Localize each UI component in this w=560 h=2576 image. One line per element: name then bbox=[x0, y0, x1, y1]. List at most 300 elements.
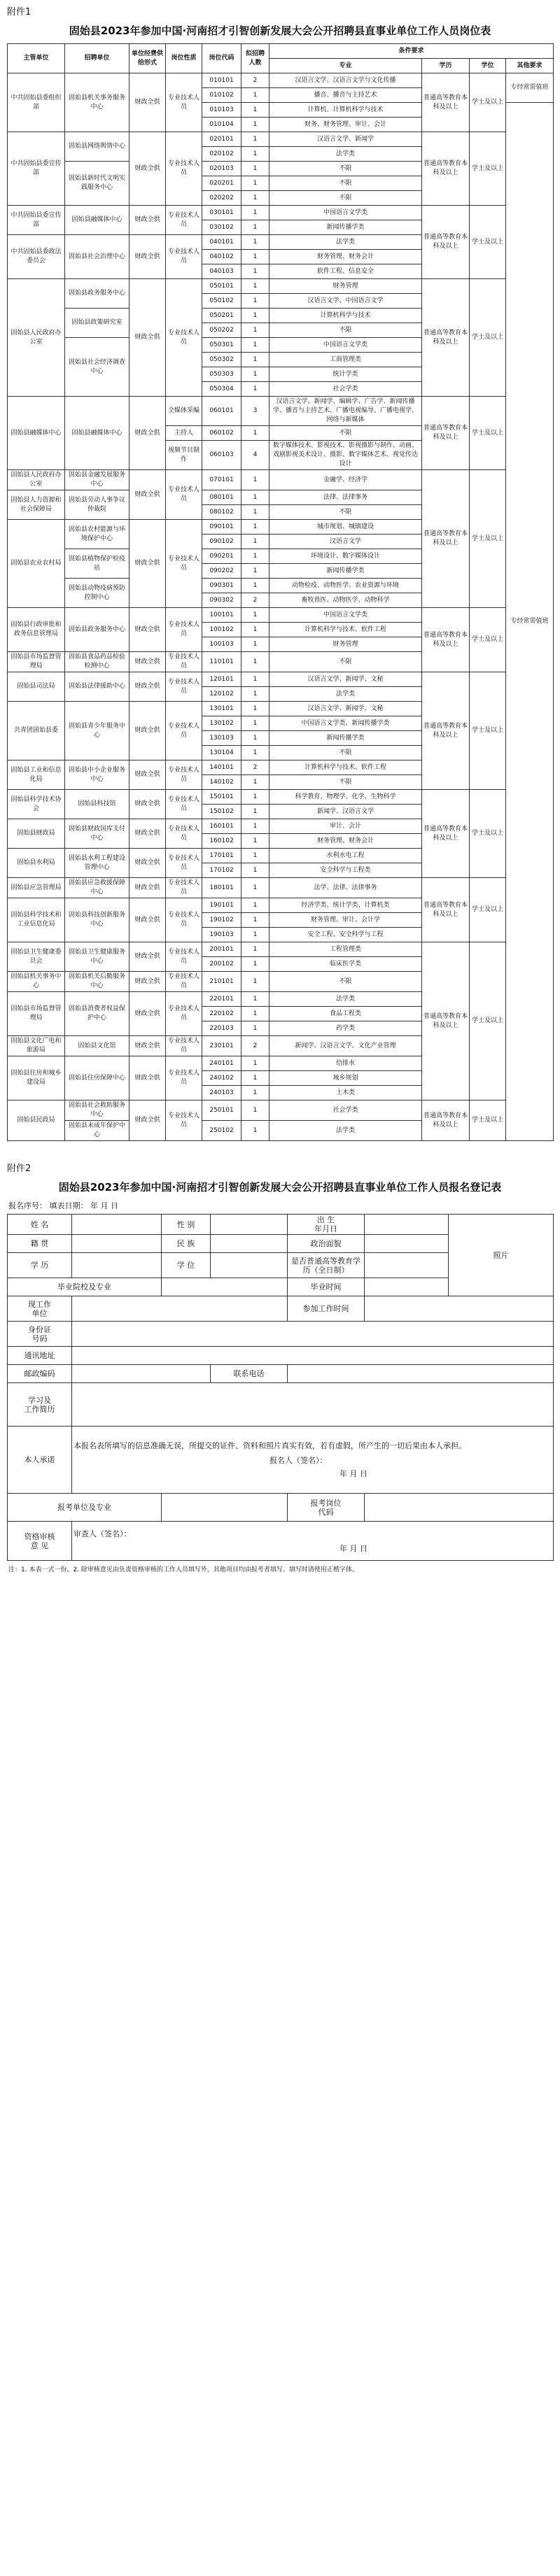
cell-code: 080102 bbox=[202, 505, 241, 520]
cell-major: 社会学类 bbox=[270, 1101, 422, 1121]
cell-code: 040102 bbox=[202, 250, 241, 264]
cell-count: 1 bbox=[241, 790, 270, 805]
registration-form bbox=[7, 1214, 554, 1561]
cell-count: 2 bbox=[241, 1036, 270, 1056]
cell-code: 090302 bbox=[202, 593, 241, 608]
cell-funding: 财政全供 bbox=[130, 73, 166, 132]
cell-dept: 中共固始县委政法委员会 bbox=[8, 235, 65, 279]
cell-code: 120102 bbox=[202, 687, 241, 702]
fulltime-field[interactable] bbox=[365, 1253, 449, 1278]
cell-count: 1 bbox=[241, 972, 270, 992]
cell-code: 020101 bbox=[202, 132, 241, 147]
cell-unit: 固始县劳动人事争议仲裁院 bbox=[65, 490, 130, 520]
cell-edu: 普通高等教育本科及以上 bbox=[422, 672, 470, 790]
cell-dept: 固始县农业农村局 bbox=[8, 520, 65, 608]
form-notes: 注：1. 本表一式一份。2. 除审核意见由负责资格审核的工作人员填写外，其他项目均由报考者填写。填写时请使用正楷字体。 bbox=[8, 1566, 358, 1573]
cell-unit: 固始县融媒体中心 bbox=[65, 397, 130, 470]
resume-field[interactable] bbox=[72, 1383, 554, 1427]
cell-unit: 固始县住房保障中心 bbox=[65, 1056, 130, 1101]
cell-code: 130104 bbox=[202, 746, 241, 760]
header-funding: 单位经费供给形式 bbox=[130, 44, 166, 73]
cell-count: 1 bbox=[241, 505, 270, 520]
cell-major: 法律、法律事务 bbox=[270, 490, 422, 505]
label-position-code: 报考岗位 代码 bbox=[288, 1494, 365, 1522]
cell-code: 160101 bbox=[202, 819, 241, 834]
cell-nature: 专业技术人员 bbox=[166, 849, 202, 878]
cell-count: 1 bbox=[241, 191, 270, 206]
cell-code: 220103 bbox=[202, 1021, 241, 1036]
cell-count: 1 bbox=[241, 220, 270, 235]
cell-major: 汉语言文学、新闻学、文秘 bbox=[270, 672, 422, 687]
cell-major: 环境设计、数字媒体设计 bbox=[270, 549, 422, 564]
cell-count: 1 bbox=[241, 520, 270, 535]
label-resume: 学习及 工作简历 bbox=[8, 1383, 72, 1427]
cell-code: 200102 bbox=[202, 957, 241, 972]
cell-nature: 专业技术人员 bbox=[166, 702, 202, 760]
cell-dept: 固始县机关事务中心 bbox=[8, 972, 65, 992]
cell-major: 不限 bbox=[270, 652, 422, 672]
cell-count: 1 bbox=[241, 579, 270, 593]
cell-code: 050202 bbox=[202, 323, 241, 338]
cell-count: 1 bbox=[241, 652, 270, 672]
work-time-field[interactable] bbox=[365, 1296, 554, 1322]
cell-code: 060103 bbox=[202, 441, 241, 470]
cell-dept: 固始县融媒体中心 bbox=[8, 397, 65, 470]
cell-major: 汉语言文学、汉语言文学与文化传播 bbox=[270, 73, 422, 88]
cell-code: 200101 bbox=[202, 942, 241, 957]
cell-major: 软件工程、信息安全 bbox=[270, 264, 422, 279]
cell-funding: 财政全供 bbox=[130, 132, 166, 206]
cell-code: 050301 bbox=[202, 338, 241, 353]
cell-count: 1 bbox=[241, 878, 270, 898]
header-code: 岗位代码 bbox=[202, 44, 241, 73]
cell-funding: 财政全供 bbox=[130, 849, 166, 878]
cell-major: 动物检疫、动物医学、农业资源与环境 bbox=[270, 579, 422, 593]
cell-nature: 专业技术人员 bbox=[166, 132, 202, 206]
position-code-field[interactable] bbox=[365, 1494, 554, 1522]
cell-edu: 普通高等教育本科及以上 bbox=[422, 1101, 470, 1141]
cell-major: 汉语言文学、新闻学、文秘 bbox=[270, 702, 422, 716]
cell-nature: 专业技术人员 bbox=[166, 898, 202, 942]
cell-count: 1 bbox=[241, 1086, 270, 1101]
work-unit-field[interactable] bbox=[72, 1296, 288, 1322]
cell-nature: 专业技术人员 bbox=[166, 942, 202, 972]
cell-major: 土木类 bbox=[270, 1086, 422, 1101]
cell-code: 130101 bbox=[202, 702, 241, 716]
cell-degree: 学士及以上 bbox=[470, 1101, 506, 1141]
cell-major: 畜牧兽医、动物医学、动物科学 bbox=[270, 593, 422, 608]
cell-other: 专经常需值班 bbox=[506, 103, 554, 1141]
cell-nature: 专业技术人员 bbox=[166, 608, 202, 652]
cell-nature: 专业技术人员 bbox=[166, 760, 202, 790]
cell-count: 1 bbox=[241, 716, 270, 731]
cell-dept: 固始县市场监督管理局 bbox=[8, 992, 65, 1036]
cell-unit: 固始县政务服务中心 bbox=[65, 608, 130, 652]
name-field[interactable] bbox=[72, 1215, 162, 1235]
cell-code: 050101 bbox=[202, 279, 241, 294]
cell-major: 法学类 bbox=[270, 687, 422, 702]
birth-field[interactable] bbox=[365, 1215, 449, 1235]
cell-count: 1 bbox=[241, 775, 270, 790]
cell-unit: 固始县金融发展服务中心 bbox=[65, 470, 130, 490]
cell-major: 汉语言文学 bbox=[270, 535, 422, 549]
label-promise: 本人承诺 bbox=[8, 1427, 72, 1494]
cell-count: 1 bbox=[241, 702, 270, 716]
cell-major: 中国语言文学类 bbox=[270, 608, 422, 623]
cell-code: 190101 bbox=[202, 898, 241, 913]
cell-funding: 财政全供 bbox=[130, 790, 166, 819]
cell-count: 1 bbox=[241, 746, 270, 760]
label-address: 通讯地址 bbox=[8, 1347, 72, 1365]
promise-cell bbox=[72, 1427, 554, 1494]
cell-major: 给排水 bbox=[270, 1056, 422, 1071]
cell-unit: 固始县青少年服务中心 bbox=[65, 702, 130, 760]
cell-count: 1 bbox=[241, 1101, 270, 1121]
cell-major: 法学类 bbox=[270, 1121, 422, 1141]
cell-major: 不限 bbox=[270, 426, 422, 441]
label-gender: 性 别 bbox=[162, 1215, 211, 1235]
cell-edu: 普通高等教育本科及以上 bbox=[422, 470, 470, 608]
cell-count: 1 bbox=[241, 863, 270, 878]
cell-major: 新闻学、汉语言文学、文化产业管理 bbox=[270, 1036, 422, 1056]
cell-major: 工商管理类 bbox=[270, 353, 422, 367]
cell-major: 新闻传播学类 bbox=[270, 564, 422, 579]
cell-code: 050302 bbox=[202, 353, 241, 367]
cell-dept: 固始县文化广电和旅游局 bbox=[8, 1036, 65, 1056]
label-work-unit: 现工作 单位 bbox=[8, 1296, 72, 1322]
cell-major: 不限 bbox=[270, 191, 422, 206]
cell-unit: 固始县科技创新服务中心 bbox=[65, 898, 130, 942]
cell-unit: 固始县未成年保护中心 bbox=[65, 1121, 130, 1141]
attachment-label: 附件1 bbox=[7, 7, 31, 17]
cell-major: 汉语言文学、中国语言文学 bbox=[270, 294, 422, 309]
cell-code: 010103 bbox=[202, 103, 241, 118]
cell-dept: 中共固始县委宣传部 bbox=[8, 132, 65, 206]
cell-major: 法学、法律、法律事务 bbox=[270, 878, 422, 898]
education-field[interactable] bbox=[72, 1253, 162, 1278]
cell-nature: 专业技术人员 bbox=[166, 520, 202, 608]
attachment2-label: 附件2 bbox=[7, 1163, 31, 1174]
cell-major: 不限 bbox=[270, 323, 422, 338]
cell-unit: 固始县法律援助中心 bbox=[65, 672, 130, 702]
cell-degree: 学士及以上 bbox=[470, 470, 506, 608]
cell-dept: 固始县行政审批和政务信息管理局 bbox=[8, 608, 65, 652]
cell-major: 汉语言文学、新闻学 bbox=[270, 132, 422, 147]
cell-count: 1 bbox=[241, 103, 270, 118]
cell-count: 1 bbox=[241, 382, 270, 397]
cell-count: 1 bbox=[241, 132, 270, 147]
cell-count: 1 bbox=[241, 805, 270, 819]
position-table-body bbox=[8, 73, 554, 1141]
label-school-major: 毕业院校及专业 bbox=[8, 1278, 162, 1296]
promise-text: 本报名表所填写的信息准确无误，所提交的证件、资料和照片真实有效，若有虚假，所产生的一切后果由本人承担。 bbox=[74, 1441, 466, 1450]
cell-degree: 学士及以上 bbox=[470, 73, 506, 132]
cell-major: 数字媒体技术、影视技术、影视摄影与制作、动画、戏剧影视美术设计、摄影、数字媒体艺术、视觉传达设计 bbox=[270, 441, 422, 470]
cell-dept: 固始县财政局 bbox=[8, 819, 65, 849]
cell-count: 1 bbox=[241, 535, 270, 549]
cell-dept: 固始县人民政府办公室 bbox=[8, 279, 65, 397]
cell-edu: 普通高等教育本科及以上 bbox=[422, 132, 470, 206]
cell-code: 090202 bbox=[202, 564, 241, 579]
cell-edu: 普通高等教育本科及以上 bbox=[422, 790, 470, 878]
table-row bbox=[8, 608, 554, 623]
cell-major: 计算机科学与技术 bbox=[270, 309, 422, 323]
cell-count: 1 bbox=[241, 88, 270, 103]
cell-degree: 学士及以上 bbox=[470, 942, 506, 1101]
cell-nature: 专业技术人员 bbox=[166, 1036, 202, 1056]
cell-count: 1 bbox=[241, 367, 270, 382]
cell-major: 新闻传播学类 bbox=[270, 731, 422, 746]
cell-major: 计算机科学与技术、软件工程 bbox=[270, 760, 422, 775]
cell-count: 1 bbox=[241, 672, 270, 687]
cell-dept: 固始县工业和信息化局 bbox=[8, 760, 65, 790]
cell-code: 060101 bbox=[202, 397, 241, 426]
cell-count: 1 bbox=[241, 731, 270, 746]
cell-count: 1 bbox=[241, 426, 270, 441]
label-phone: 联系电话 bbox=[211, 1365, 288, 1383]
cell-count: 1 bbox=[241, 928, 270, 942]
cell-unit: 固始县卫生健康服务中心 bbox=[65, 942, 130, 972]
cell-major: 中国语言文学类 bbox=[270, 338, 422, 353]
cell-funding: 财政全供 bbox=[130, 470, 166, 520]
cell-count: 1 bbox=[241, 162, 270, 176]
cell-nature: 专业技术人员 bbox=[166, 279, 202, 397]
gender-field[interactable] bbox=[211, 1215, 288, 1235]
cell-count: 1 bbox=[241, 1121, 270, 1141]
label-review: 资格审核 意 见 bbox=[8, 1522, 72, 1561]
cell-code: 060102 bbox=[202, 426, 241, 441]
cell-count: 1 bbox=[241, 834, 270, 849]
cell-unit: 固始县农村能源与环境保护中心 bbox=[65, 520, 130, 549]
cell-unit: 固始县政务服务中心 bbox=[65, 279, 130, 309]
cell-nature: 专业技术人员 bbox=[166, 73, 202, 132]
cell-degree: 学士及以上 bbox=[470, 878, 506, 942]
cell-code: 090201 bbox=[202, 549, 241, 564]
cell-code: 210101 bbox=[202, 972, 241, 992]
cell-count: 1 bbox=[241, 564, 270, 579]
cell-major: 中国语言文学类、新闻传播学类 bbox=[270, 716, 422, 731]
cell-unit: 固始县消费者权益保护中心 bbox=[65, 992, 130, 1036]
cell-code: 090102 bbox=[202, 535, 241, 549]
cell-count: 1 bbox=[241, 309, 270, 323]
cell-code: 080101 bbox=[202, 490, 241, 505]
label-id-number: 身份证 号码 bbox=[8, 1322, 72, 1347]
cell-nature: 专业技术人员 bbox=[166, 790, 202, 819]
cell-funding: 财政全供 bbox=[130, 878, 166, 898]
cell-funding: 财政全供 bbox=[130, 652, 166, 672]
cell-major: 财务、财务管理、审计、会计 bbox=[270, 118, 422, 132]
cell-count: 1 bbox=[241, 490, 270, 505]
cell-code: 010101 bbox=[202, 73, 241, 88]
cell-major: 财务管理 bbox=[270, 279, 422, 294]
cell-major: 统计学类 bbox=[270, 367, 422, 382]
cell-count: 1 bbox=[241, 942, 270, 957]
cell-nature: 专业技术人员 bbox=[166, 652, 202, 672]
cell-code: 240101 bbox=[202, 1056, 241, 1071]
cell-count: 1 bbox=[241, 176, 270, 191]
cell-code: 250101 bbox=[202, 1101, 241, 1121]
cell-nature: 专业技术人员 bbox=[166, 1101, 202, 1141]
school-major-field[interactable] bbox=[162, 1278, 288, 1296]
label-apply-unit: 报考单位及专业 bbox=[8, 1494, 162, 1522]
cell-code: 050201 bbox=[202, 309, 241, 323]
cell-degree: 学士及以上 bbox=[470, 790, 506, 878]
degree-field[interactable] bbox=[211, 1253, 288, 1278]
photo-box[interactable]: 照片 bbox=[449, 1215, 554, 1296]
address-field[interactable] bbox=[72, 1347, 554, 1365]
cell-count: 1 bbox=[241, 608, 270, 623]
cell-major: 不限 bbox=[270, 746, 422, 760]
cell-code: 020202 bbox=[202, 191, 241, 206]
cell-code: 020102 bbox=[202, 147, 241, 162]
cell-code: 090301 bbox=[202, 579, 241, 593]
cell-count: 1 bbox=[241, 898, 270, 913]
review-date: 年 月 日 bbox=[340, 1543, 368, 1553]
cell-major: 财务管理、财务会计 bbox=[270, 250, 422, 264]
cell-code: 050303 bbox=[202, 367, 241, 382]
cell-dept: 固始县卫生健康委员会 bbox=[8, 942, 65, 972]
header-degree: 学位 bbox=[470, 59, 506, 73]
cell-dept: 固始县市场监督管理局 bbox=[8, 652, 65, 672]
ethnicity-field[interactable] bbox=[211, 1235, 288, 1253]
cell-code: 050102 bbox=[202, 294, 241, 309]
cell-major: 新闻传播学类 bbox=[270, 220, 422, 235]
cell-count: 1 bbox=[241, 1021, 270, 1036]
cell-funding: 财政全供 bbox=[130, 672, 166, 702]
cell-major: 安全科学与工程类 bbox=[270, 863, 422, 878]
cell-code: 130103 bbox=[202, 731, 241, 746]
cell-major: 审计、会计 bbox=[270, 819, 422, 834]
cell-funding: 财政全供 bbox=[130, 279, 166, 397]
phone-field[interactable] bbox=[288, 1365, 554, 1383]
cell-code: 120101 bbox=[202, 672, 241, 687]
cell-code: 020201 bbox=[202, 176, 241, 191]
cell-code: 110101 bbox=[202, 652, 241, 672]
cell-funding: 财政全供 bbox=[130, 1056, 166, 1101]
cell-dept: 固始县人民政府办公室 bbox=[8, 470, 65, 490]
cell-other: 专经常需值班 bbox=[506, 73, 554, 103]
label-fulltime: 是否普通高等教育学历（全日制） bbox=[288, 1253, 365, 1278]
cell-funding: 财政全供 bbox=[130, 235, 166, 279]
cell-major: 财务管理、财务会计 bbox=[270, 834, 422, 849]
cell-count: 1 bbox=[241, 1071, 270, 1086]
header-edu: 学历 bbox=[422, 59, 470, 73]
cell-funding: 财政全供 bbox=[130, 760, 166, 790]
politics-field[interactable] bbox=[365, 1235, 449, 1253]
cell-major: 金融学、经济学 bbox=[270, 470, 422, 490]
cell-code: 040101 bbox=[202, 235, 241, 250]
cell-nature: 专业技术人员 bbox=[166, 878, 202, 898]
cell-code: 140102 bbox=[202, 775, 241, 790]
label-work-time: 参加工作时间 bbox=[288, 1296, 365, 1322]
cell-unit: 固始县机关事务服务中心 bbox=[65, 73, 130, 132]
table-row bbox=[8, 470, 554, 490]
graduation-field[interactable] bbox=[365, 1278, 449, 1296]
cell-unit: 固始县政策研究室 bbox=[65, 309, 130, 338]
table-row bbox=[8, 73, 554, 88]
cell-unit: 固始县植物保护检疫站 bbox=[65, 549, 130, 579]
cell-major: 城乡规划 bbox=[270, 1071, 422, 1086]
cell-count: 1 bbox=[241, 250, 270, 264]
cell-major: 社会学类 bbox=[270, 382, 422, 397]
cell-major: 水利水电工程 bbox=[270, 849, 422, 863]
cell-unit: 固始县社会救助服务中心 bbox=[65, 1101, 130, 1121]
cell-major: 不限 bbox=[270, 162, 422, 176]
cell-code: 240102 bbox=[202, 1071, 241, 1086]
cell-nature: 专业技术人员 bbox=[166, 206, 202, 235]
cell-code: 240103 bbox=[202, 1086, 241, 1101]
id-number-field[interactable] bbox=[72, 1322, 554, 1347]
signature-line: 报名人（签名）： bbox=[270, 1456, 328, 1465]
cell-dept: 固始县科学技术协会 bbox=[8, 790, 65, 819]
cell-code: 010104 bbox=[202, 118, 241, 132]
cell-code: 010102 bbox=[202, 88, 241, 103]
label-name: 姓 名 bbox=[8, 1215, 72, 1235]
cell-funding: 财政全供 bbox=[130, 1036, 166, 1056]
cell-degree: 学士及以上 bbox=[470, 206, 506, 279]
header-count: 拟招聘人数 bbox=[241, 44, 270, 73]
cell-degree: 学士及以上 bbox=[470, 279, 506, 397]
table-row bbox=[8, 397, 554, 426]
cell-major: 科学教育、物理学、化学、生物科学 bbox=[270, 790, 422, 805]
cell-major: 新闻学、汉语言文学 bbox=[270, 805, 422, 819]
cell-code: 250102 bbox=[202, 1121, 241, 1141]
cell-nature: 专业技术人员 bbox=[166, 972, 202, 992]
cell-major: 法学类 bbox=[270, 235, 422, 250]
cell-count: 1 bbox=[241, 294, 270, 309]
cell-major: 不限 bbox=[270, 775, 422, 790]
cell-count: 4 bbox=[241, 441, 270, 470]
cell-unit: 固始县动物疫病预防控制中心 bbox=[65, 579, 130, 608]
postcode-field[interactable] bbox=[72, 1365, 211, 1383]
cell-funding: 财政全供 bbox=[130, 608, 166, 652]
header-other: 其他要求 bbox=[506, 59, 554, 73]
cell-code: 020103 bbox=[202, 162, 241, 176]
cell-dept: 共青团固始县委 bbox=[8, 702, 65, 760]
label-degree: 学 位 bbox=[162, 1253, 211, 1278]
cell-funding: 财政全供 bbox=[130, 520, 166, 608]
cell-count: 1 bbox=[241, 264, 270, 279]
header-unit: 招聘单位 bbox=[65, 44, 130, 73]
apply-unit-field[interactable] bbox=[162, 1494, 288, 1522]
cell-count: 1 bbox=[241, 623, 270, 637]
origin-field[interactable] bbox=[72, 1235, 162, 1253]
cell-nature: 视频节目制作 bbox=[166, 441, 202, 470]
cell-unit: 固始县新时代文明实践服务中心 bbox=[65, 162, 130, 206]
cell-code: 150101 bbox=[202, 790, 241, 805]
table-row bbox=[8, 132, 554, 147]
cell-count: 1 bbox=[241, 206, 270, 220]
cell-major: 药学类 bbox=[270, 1021, 422, 1036]
header-conditions: 条件要求 bbox=[270, 44, 554, 59]
cell-count: 1 bbox=[241, 913, 270, 928]
cell-count: 2 bbox=[241, 73, 270, 88]
cell-count: 1 bbox=[241, 992, 270, 1007]
cell-code: 030101 bbox=[202, 206, 241, 220]
cell-code: 170102 bbox=[202, 863, 241, 878]
form-title: 固始县2023年参加中国·河南招才引智创新发展大会公开招聘县直事业单位工作人员报名登记表 bbox=[58, 1181, 502, 1194]
cell-code: 100103 bbox=[202, 637, 241, 652]
cell-count: 1 bbox=[241, 819, 270, 834]
cell-dept: 中共固始县委宣传部 bbox=[8, 206, 65, 235]
cell-funding: 财政全供 bbox=[130, 992, 166, 1036]
cell-code: 040103 bbox=[202, 264, 241, 279]
table-row bbox=[8, 878, 554, 898]
header-dept: 主管单位 bbox=[8, 44, 65, 73]
cell-count: 1 bbox=[241, 470, 270, 490]
cell-count: 1 bbox=[241, 118, 270, 132]
review-cell bbox=[72, 1522, 554, 1561]
